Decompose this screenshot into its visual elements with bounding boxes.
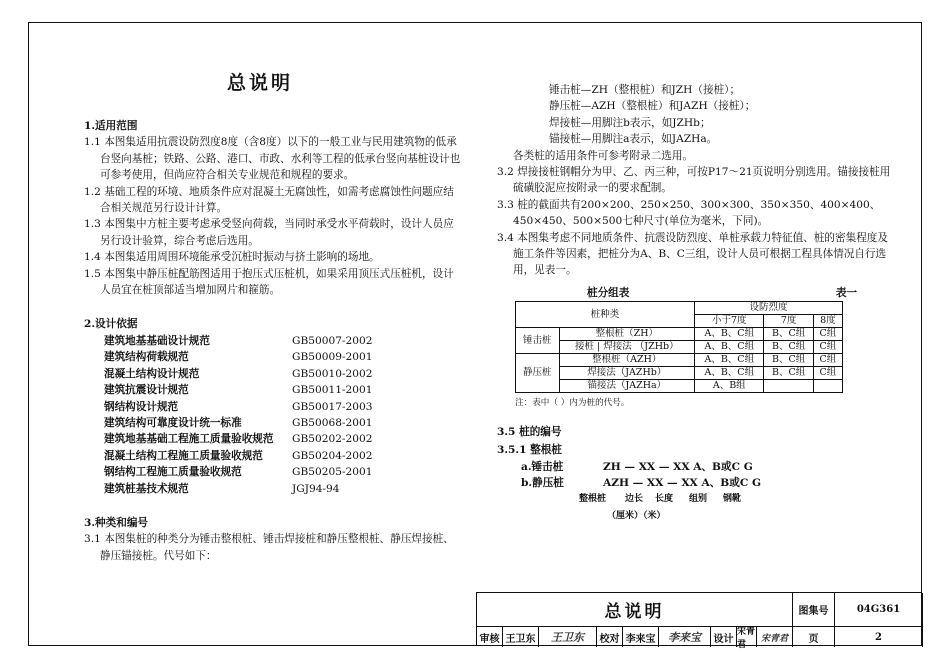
table-cell: 锤击桩 xyxy=(516,328,560,354)
table-cell: 锚接法（JAZHa） xyxy=(559,380,695,393)
code-format-a xyxy=(497,459,897,475)
text-cell: 整根桩 xyxy=(579,494,607,505)
standard-row xyxy=(84,333,464,349)
para-3-3: 3.3 桩的截面共有200×200、250×250、300×300、350×350、400×400、450×450、500×500七种尺寸(单位为毫米，下同)。 xyxy=(497,198,881,228)
table-cell: A、B组 xyxy=(695,380,764,393)
table-cell: 焊接法（JAZHb） xyxy=(559,367,695,380)
text-cell: （厘米）（米） xyxy=(607,510,666,521)
standard-row xyxy=(84,448,464,464)
text-cell: GB50009-2001 xyxy=(292,351,373,364)
table-title: 桩分组表 xyxy=(587,286,630,299)
atlas-label: 图集号 xyxy=(793,593,835,627)
text-cell: 建筑抗震设计规范 xyxy=(104,384,189,397)
table-cell: 静压桩 xyxy=(516,354,560,393)
page-title: 总说明 xyxy=(226,72,293,94)
right-column xyxy=(497,82,897,524)
para-1-5: 1.5 本图集中静压桩配筋图适用于抱压式压桩机，如果采用顶压式压桩机，设计人员宜在桩顶部适当增加网片和箍筋。 xyxy=(84,267,454,297)
section-3-5-1-heading: 3.5.1 整根桩 xyxy=(497,444,562,457)
standard-row xyxy=(84,431,464,447)
code-line: 静压桩—AZH（整根桩）和JAZH（接桩）； xyxy=(549,100,756,113)
code-line: 锤击桩—ZH（整根桩）和JZH（接桩）； xyxy=(549,84,741,96)
code-line: 焊接桩—用脚注b表示，如JZHb； xyxy=(549,116,711,129)
table-cell: A、B、C组 xyxy=(695,341,764,354)
designer-signature: 宋青君 xyxy=(757,627,793,647)
table-row xyxy=(516,341,843,354)
text-cell: 混凝土结构设计规范 xyxy=(104,367,200,380)
text-cell: GB50010-2002 xyxy=(292,367,373,380)
table-cell: 接桩 | 焊接法 （JZHb） xyxy=(559,341,695,354)
text-cell: GB50202-2002 xyxy=(292,433,373,446)
code-legend xyxy=(497,491,897,507)
table-caption xyxy=(497,285,897,301)
text-cell: 建筑地基基础设计规范 xyxy=(104,334,210,347)
text-cell: 混凝土结构工程施工质量验收规范 xyxy=(104,449,263,462)
text-cell: 校对 xyxy=(597,627,623,647)
text-cell: GB50068-2001 xyxy=(292,416,373,429)
para-3-1: 3.1 本图集桩的种类分为锤击整根桩、锤击焊接桩和静压整根桩、静压焊接桩、静压锚接桩。代号如下： xyxy=(84,533,454,562)
text-cell: 页 xyxy=(793,627,835,647)
para-3-2: 3.2 焊接接桩钢帽分为甲、乙、丙三种，可按P17～21页说明分别选用。锚接接桩用硫磺胶泥应按附录一的要求配制。 xyxy=(497,166,891,195)
text-cell: 钢靴 xyxy=(723,494,742,505)
table-cell: B、C组 xyxy=(764,341,813,354)
table-cell: 桩种类 xyxy=(516,302,695,328)
reviewer-signature: 王卫东 xyxy=(539,627,597,647)
table-number: 表一 xyxy=(835,286,857,299)
text-cell: GB50205-2001 xyxy=(292,466,373,479)
text-cell: 建筑桩基技术规范 xyxy=(104,482,189,495)
text-cell: JGJ94-94 xyxy=(292,482,340,495)
table-cell: A、B、C组 xyxy=(695,328,764,341)
text-cell: 建筑结构可靠度设计统一标准 xyxy=(104,416,242,429)
text-cell: 审核 xyxy=(477,627,503,647)
table-cell: 小于7度 xyxy=(695,315,764,328)
text-cell: 边长 xyxy=(625,494,644,505)
title-block xyxy=(476,592,922,650)
titleblock-name: 总说明 xyxy=(477,593,793,627)
left-column xyxy=(84,116,464,564)
table-cell: C组 xyxy=(813,341,842,354)
section-1-heading: 1.适用范围 xyxy=(84,120,138,132)
standard-row xyxy=(84,399,464,415)
text-cell: 建筑地基基础工程施工质量验收规范 xyxy=(104,433,274,446)
para-1-4: 1.4 本图集适用周围环境能承受沉桩时振动与挤土影响的场地。 xyxy=(84,251,380,264)
table-row xyxy=(516,354,843,367)
standard-row xyxy=(84,366,464,382)
table-cell: C组 xyxy=(813,367,842,380)
pile-group-table xyxy=(515,301,843,393)
text-cell: 建筑结构荷载规范 xyxy=(104,351,189,364)
standards-list xyxy=(84,333,464,497)
para-1-2: 1.2 基础工程的环境、地质条件应对混凝土无腐蚀性，如需考虑腐蚀性问题应结合相关规范另行设计计算。 xyxy=(84,185,454,215)
table-cell: B、C组 xyxy=(764,367,813,380)
table-cell: 设防烈度 xyxy=(695,302,843,315)
table-cell: B、C组 xyxy=(764,328,813,341)
text-cell: GB50017-2003 xyxy=(292,400,373,413)
section-2-heading: 2.设计依据 xyxy=(84,318,138,331)
text-cell: GB50204-2002 xyxy=(292,449,373,462)
para-1-3: 1.3 本图集中方桩主要考虑承受竖向荷载，当同时承受水平荷载时，设计人员应另行设计验算，综合考虑后选用。 xyxy=(84,218,454,247)
text-cell: 组别 xyxy=(689,494,708,505)
table-cell xyxy=(764,380,813,393)
table-cell: 7度 xyxy=(764,315,813,328)
checker-signature: 李来宝 xyxy=(659,627,711,647)
standard-row xyxy=(84,349,464,365)
page-number: 2 xyxy=(835,627,923,647)
text-cell: b.静压桩 xyxy=(521,476,564,489)
table-cell: C组 xyxy=(813,354,842,367)
standard-row xyxy=(84,464,464,480)
code-format-b xyxy=(497,475,897,491)
code-legend-units xyxy=(497,508,897,524)
text-cell: a.锤击桩 xyxy=(521,460,564,473)
table-cell: 8度 xyxy=(813,315,842,328)
text-cell: GB50007-2002 xyxy=(292,334,373,347)
text-cell: GB50011-2001 xyxy=(292,384,373,397)
atlas-number: 04G361 xyxy=(835,593,923,627)
text-cell: 设计 xyxy=(711,627,737,647)
text-cell: ZH — XX — XX A、B或C G xyxy=(603,460,753,473)
table-cell: B、C组 xyxy=(764,354,813,367)
standard-row xyxy=(84,481,464,497)
code-note: 各类桩的适用条件可参考附录二选用。 xyxy=(513,149,694,162)
table-cell: 整根桩（AZH） xyxy=(559,354,695,367)
section-3-heading: 3.种类和编号 xyxy=(84,516,149,529)
table-row xyxy=(516,380,843,393)
section-3-5-heading: 3.5 桩的编号 xyxy=(497,425,562,438)
table-row xyxy=(516,367,843,380)
table-cell: C组 xyxy=(813,328,842,341)
para-1-1: 1.1 本图集适用抗震设防烈度8度（含8度）以下的一般工业与民用建筑物的低承台竖向基桩；铁路、公路、港口、市政、水利等工程的低承台竖向基桩设计也可参考使用，但尚应符合相关专业规范和规程的要求。 xyxy=(84,136,461,182)
standard-row xyxy=(84,382,464,398)
text-cell: 钢结构工程施工质量验收规范 xyxy=(104,466,242,479)
standard-row xyxy=(84,415,464,431)
text-cell: 长度 xyxy=(655,494,674,505)
table-row xyxy=(516,328,843,341)
table-cell: A、B、C组 xyxy=(695,354,764,367)
table-note: 注：表中（ ）内为桩的代号。 xyxy=(515,398,630,409)
table-cell: A、B、C组 xyxy=(695,367,764,380)
para-3-4: 3.4 本图集考虑不同地质条件、抗震设防烈度、单桩承载力特征值、桩的密集程度及施工条件等因素，把桩分为A、B、C三组，设计人员可根据工程具体情况自行选用，见表一。 xyxy=(497,231,888,277)
text-cell: AZH — XX — XX A、B或C G xyxy=(603,476,761,489)
text-cell: 王卫东 xyxy=(503,627,539,647)
text-cell: 钢结构设计规范 xyxy=(104,400,179,413)
text-cell: 李来宝 xyxy=(623,627,659,647)
code-line: 锚接桩—用脚注a表示，如JAZHa。 xyxy=(549,133,718,146)
text-cell: 宋青君 xyxy=(737,627,756,650)
table-cell: 整根桩（ZH） xyxy=(559,328,695,341)
table-cell xyxy=(813,380,842,393)
